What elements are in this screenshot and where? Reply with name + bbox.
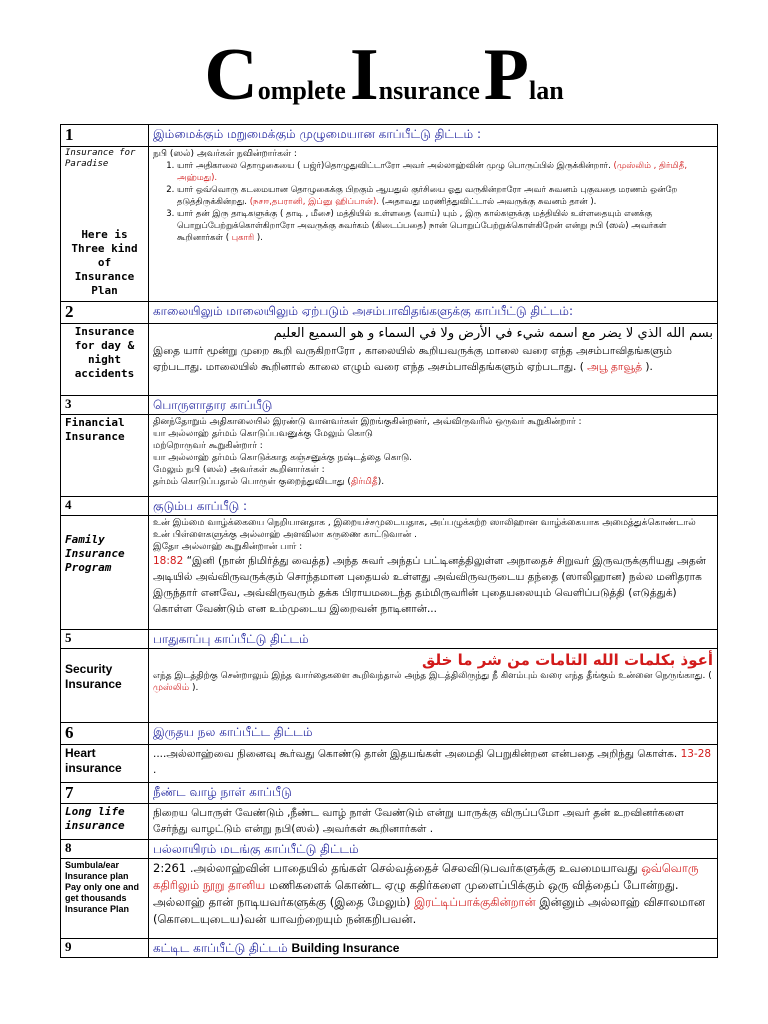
table-row	[61, 415, 718, 497]
row-heading-cell	[149, 302, 718, 324]
row-label: Insurance for day & night accidents	[74, 325, 135, 380]
row-heading: பொருளாதார காப்பீடு	[153, 398, 273, 412]
table-row	[61, 302, 718, 324]
row-heading: நீண்ட வாழ் நாள் காப்பீடு	[153, 785, 292, 799]
row-label-cell	[61, 649, 149, 723]
row-label: Financial Insurance	[65, 416, 125, 443]
title-p-rest: lan	[529, 76, 564, 105]
body-line: தர்மம் கொடுப்பதால் பொருள் குறைந்துவிடாது (திர்மிதீ).	[153, 477, 385, 487]
list-item: 3. யார் தன் இரு தாடிகளுக்கு ( தாடி , மீசை) மத்தியில் உள்ளதை (வாய்) யும் , இரு கால்களுக்கு மத்தியில் உள்ளதையும் எனக்கு பொறுப்பேற்றுக்கொள்கிறாரோ அவருக்கு சுவர்கம் (கிடைப்பதை) நான் பொறுப்பேற்றுக்கொள்கிறேன் என்று நபி (ஸல்) அவர்கள் கூறினார்கள் ( புகாரி ).	[177, 208, 713, 244]
row-heading: இம்மைக்கும் மறுமைக்கும் முழுமையான காப்பீட்டு திட்டம் :	[153, 127, 482, 141]
row-heading-cell	[149, 630, 718, 649]
row-heading: பல்லாயிரம் மடங்கு காப்பீட்டு திட்டம்	[153, 842, 359, 856]
table-row	[61, 147, 718, 302]
reference: (நசஈ,தபரானி, இப்னு ஹிப்பான்).	[249, 197, 379, 207]
row-body-cell	[149, 147, 718, 302]
row-heading: காலையிலும் மாலையிலும் ஏற்படும் அசம்பாவிதங்களுக்கு காப்பீட்டு திட்டம்:	[153, 304, 573, 318]
row-number-cell	[61, 125, 149, 147]
row-label: Insurance for Paradise	[65, 148, 136, 169]
list-item: 1. யார் அதிகாலை தொழுகையை ( பஜ்ர்)தொழுதுவிட்டாரோ அவர் அல்லாஹ்வின் முழு பொருப்பில் இருக்கின்றார். (முஸ்லிம் , திர்மிதீ, அஹ்மது).	[177, 160, 713, 184]
row-number: 3	[65, 396, 72, 411]
row-number: 8	[65, 840, 72, 855]
hadith-intro: நபி (ஸல்) அவர்கள் நவின்றார்கள் :	[153, 149, 297, 159]
table-row	[61, 324, 718, 396]
row-body-cell	[149, 649, 718, 723]
row-body-text: எந்த இடத்திற்கு சென்றாலும் இந்த வார்தைகளை கூறிவந்தால் அந்த இடத்திலிருந்து நீ கிளம்பும் வரை எந்த தீங்கும் உன்னை நெருங்காது. ( முஸ்லிம் ).	[153, 671, 712, 693]
row-label-cell	[61, 324, 149, 396]
row-heading-cell	[149, 840, 718, 859]
row-heading: கட்டிட காப்பீட்டு திட்டம் Building Insurance	[153, 941, 400, 955]
insurance-plan-table	[60, 124, 718, 958]
highlight-text: ஒவ்வொரு கதிரிலும் நூறு தானிய	[153, 861, 699, 892]
body-line: இதோ அல்லாஹ் கூறுகின்றான் பார் :	[153, 542, 303, 552]
row-heading-cell	[149, 783, 718, 804]
body-line: உன் இம்மை வாழ்க்கையை நெறியானதாக , இறையச்சமுடையதாக, அப்பழுக்கற்ற ஸாலிஹான வாழ்க்கையாக அமைத்துக்கொண்டால் உன் பிள்ளைகளுக்கு அல்லாஹ் அளவிலா கருணை காட்டுவான் .	[153, 518, 696, 540]
row-number-cell	[61, 302, 149, 324]
table-row	[61, 516, 718, 630]
reference: 13-28	[680, 748, 712, 760]
title-i-initial: I	[349, 34, 379, 116]
arabic-dua: بسم الله الذي لا يضر مع اسمه شيء في الأرض ولا في السماء و هو السميع العليم	[273, 326, 713, 341]
reference: திர்மிதீ	[350, 477, 378, 487]
table-row	[61, 396, 718, 415]
body-line: மற்றொருவர் கூறுகின்றார் :	[153, 441, 263, 451]
row-label-cell	[61, 147, 149, 302]
row-number: 1	[65, 125, 74, 144]
row-label: Heart insurance	[65, 746, 122, 775]
table-row	[61, 840, 718, 859]
reference: (முஸ்லிம் , திர்மிதீ, அஹ்மது).	[177, 161, 688, 183]
row-heading-cell	[149, 396, 718, 415]
table-row	[61, 939, 718, 958]
row-heading: குடும்ப காப்பீடு :	[153, 499, 248, 513]
arabic-dua: أعوذ بكلمات الله التامات من شر ما خلق	[421, 651, 713, 669]
hadith-list	[153, 160, 713, 244]
row-body-text: ....அல்லாஹ்வை நினைவு கூர்வது கொண்டு தான் இதயங்கள் அமைதி பெறுகின்றன என்பதை அறிந்து கொள்க. 13-28 .	[153, 748, 712, 776]
table-row	[61, 745, 718, 783]
reference: புகாரி	[231, 233, 255, 243]
table-row	[61, 804, 718, 840]
body-line: தினந்தோறும் அதிகாலையில் இரண்டு வானவர்கள் இறங்குகின்றனர், அவ்விருவரில் ஒருவர் கூறுகின்றார் :	[153, 417, 582, 427]
body-line: யா அல்லாஹ் தர்மம் கொடுப்பவனுக்கு மேலும் கொடு	[153, 429, 373, 439]
page-title	[0, 34, 768, 116]
table-row	[61, 125, 718, 147]
verse-reference: 18:82	[153, 555, 184, 567]
row-body-cell	[149, 804, 718, 840]
row-number-cell	[61, 783, 149, 804]
title-c-initial: C	[204, 34, 258, 116]
row-number: 7	[65, 783, 74, 802]
row-number: 4	[65, 497, 72, 512]
row-number: 6	[65, 723, 74, 742]
title-i-rest: nsurance	[378, 76, 480, 105]
row-label-cell	[61, 859, 149, 939]
row-label: Family Insurance Program	[65, 533, 125, 574]
row-number-cell	[61, 630, 149, 649]
row-heading: பாதுகாப்பு காப்பீட்டு திட்டம்	[153, 632, 309, 646]
row-label: Long life insurance	[65, 805, 125, 832]
row-label-cell	[61, 745, 149, 783]
reference: அபூ தாவூத்	[587, 361, 643, 373]
table-row	[61, 859, 718, 939]
row-heading-cell	[149, 939, 718, 958]
row-number: 5	[65, 630, 72, 645]
row-number-cell	[61, 396, 149, 415]
row-heading: இருதய நல காப்பீட்ட திட்டம்	[153, 725, 313, 739]
row-body-cell	[149, 324, 718, 396]
table-row	[61, 497, 718, 516]
highlight-text: இரட்டிப்பாக்குகின்றான்	[414, 895, 536, 909]
row-heading-cell	[149, 125, 718, 147]
row-label-cell	[61, 516, 149, 630]
row-label-cell	[61, 804, 149, 840]
row-number-cell	[61, 840, 149, 859]
table-row	[61, 630, 718, 649]
row-label-secondary: Here is Three kind of Insurance Plan	[71, 228, 138, 297]
quran-verse: 18:82 “இனி (நான் நிமிர்த்து வைத்த) அந்த சுவர் அந்தப் பட்டினத்திலுள்ள அநாதைச் சிறுவர் இருவருக்குரியது அதன் அடியில் அவ்விருவருக்கும் சொந்தமான புதையல் உள்ளது அவ்விருவருடைய தந்தை (ஸாலிஹான) நல்ல மனிதராக இருந்தார் எனவே, அவ்விருவரும் தக்க பிராயமடைந்த தம்மிருவரின் புதையலையும் வெளிப்படுத்தி (எடுத்துக்) கொள்ள வேண்டும் என உம்முடைய இறைவன் நாடினான்...	[153, 555, 706, 615]
table-row	[61, 783, 718, 804]
body-line: மேலும் நபி (ஸல்) அவர்கள் கூறினார்கள் :	[153, 465, 325, 475]
row-body-text: இதை யார் மூன்று முறை கூறி வருகிறாரோ , காலையில் கூறியவருக்கு மாலை வரை எந்த அசம்பாவிதங்களும் ஏற்படாது. மாலையில் கூறினால் காலை எழும் வரை எந்த அசம்பாவிதங்களும் ஏற்படாது. ( அபூ தாவூத் ).	[153, 345, 672, 373]
row-heading-cell	[149, 497, 718, 516]
row-heading-cell	[149, 723, 718, 745]
table-row	[61, 649, 718, 723]
row-number-cell	[61, 497, 149, 516]
row-label: Sumbula/ear Insurance plan	[65, 860, 129, 881]
row-number: 2	[65, 302, 74, 321]
row-label-cell	[61, 415, 149, 497]
verse-reference: 2:261	[153, 861, 187, 875]
row-body-cell	[149, 516, 718, 630]
row-body-cell	[149, 745, 718, 783]
table-row	[61, 723, 718, 745]
title-c-rest: omplete	[257, 76, 346, 105]
title-p-initial: P	[483, 34, 529, 116]
list-item: 2. யார் ஒவ்வொரு கடமையான தொழுகைக்கு பிறகும் ஆயதுல் குர்சியை ஓது வருகின்றாரோ அவர் சுவனம் புகுவதை மரணம் ஒன்றே தடுத்திருக்கின்றது. (நசஈ,தபரானி, இப்னு ஹிப்பான்). (அதாவது மரணித்துவிட்டால் அவருக்கு சுவனம் தான் ).	[177, 184, 713, 208]
row-body-text: நிறைய பொருள் வேண்டும் ,நீண்ட வாழ் நாள் வேண்டும் என்று யாருக்கு விருப்பமோ அவர் தன் உறவினர்களை சேர்ந்து வாழட்டும் என்று நபி(ஸல்) அவர்கள் கூறினார்கள் .	[153, 807, 685, 835]
row-number-cell	[61, 723, 149, 745]
row-body-cell	[149, 415, 718, 497]
row-number: 9	[65, 939, 72, 954]
row-body-cell	[149, 859, 718, 939]
row-number-cell	[61, 939, 149, 958]
body-line: யா அல்லாஹ் தர்மம் கொடுக்காத கஞ்சனுக்கு நஷ்டத்தை கொடு.	[153, 453, 413, 463]
row-label-secondary: Pay only one and get thousands Insurance Plan	[65, 882, 140, 914]
reference: முஸ்லிம்	[153, 683, 190, 693]
quran-verse: 2:261 .அல்லாஹ்வின் பாதையில் தங்கள் செல்வத்தைச் செலவிடுபவர்களுக்கு உவமையாவது ஒவ்வொரு கதிரிலும் நூறு தானிய மணிகளைக் கொண்ட ஏழு கதிர்களை முளைப்பிக்கும் ஒரு வித்தைப் போன்றது. அல்லாஹ் தான் நாடியவர்களுக்கு (இதை மேலும்) இரட்டிப்பாக்குகின்றான் இன்னும் அல்லாஹ் விசாலமான (கொடையுடைய)வன் யாவற்றையும் நன்கறிபவன்.	[153, 861, 706, 926]
row-heading-english: Building Insurance	[291, 941, 400, 955]
row-label: Security Insurance	[65, 662, 122, 691]
